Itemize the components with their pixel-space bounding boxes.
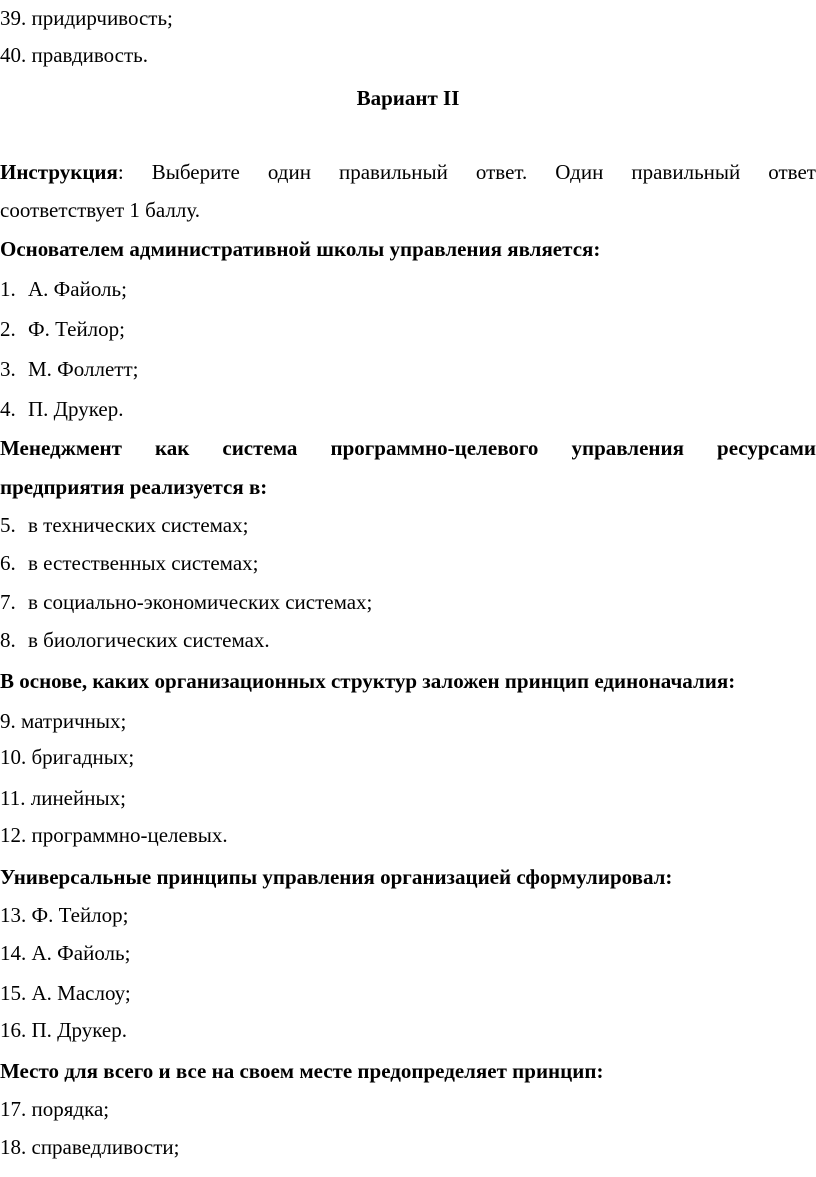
option-8 <box>0 628 816 652</box>
option-text: Ф. Тейлор; <box>28 317 125 341</box>
option-16: 16. П. Друкер. <box>0 1018 127 1042</box>
instruction-word: ответ. <box>475 160 528 184</box>
option-text: в технических системах; <box>28 513 249 537</box>
instruction-label: Инструкция <box>0 160 118 184</box>
option-17: 17. порядка; <box>0 1097 110 1121</box>
question-3: В основе, каких организационных структур заложен принцип единоначалия: <box>0 669 736 693</box>
question-4: Универсальные принципы управления организацией сформулировал: <box>0 865 673 889</box>
option-10: 10. бригадных; <box>0 745 135 769</box>
option-number: 8. <box>0 628 16 652</box>
option-6 <box>0 551 816 575</box>
option-text: в биологических системах. <box>28 628 270 652</box>
question-word: как <box>154 436 190 460</box>
option-number: 5. <box>0 513 16 537</box>
option-text: А. Файоль; <box>28 277 127 301</box>
instruction-word: один <box>267 160 311 184</box>
option-14: 14. А. Файоль; <box>0 941 131 965</box>
question-word: ресурсами <box>717 436 816 460</box>
option-number: 2. <box>0 317 16 341</box>
option-5 <box>0 513 816 537</box>
instruction-line-2: соответствует 1 баллу. <box>0 198 200 222</box>
option-text: П. Друкер. <box>28 397 124 421</box>
option-number: 6. <box>0 551 16 575</box>
option-1 <box>0 277 816 301</box>
question-word: система <box>222 436 298 460</box>
option-15: 15. А. Маслоу; <box>0 981 131 1005</box>
instruction-line-1 <box>0 160 816 184</box>
option-number: 4. <box>0 397 16 421</box>
list-item-39: 39. придирчивость; <box>0 6 173 30</box>
option-number: 7. <box>0 590 16 614</box>
option-12: 12. программно-целевых. <box>0 823 228 847</box>
option-text: в естественных системах; <box>28 551 259 575</box>
option-number: 1. <box>0 277 16 301</box>
option-4 <box>0 397 816 421</box>
list-item-40: 40. правдивость. <box>0 43 148 67</box>
instruction-word: Один <box>555 160 604 184</box>
option-7 <box>0 590 816 614</box>
question-word: программно-целевого <box>330 436 539 460</box>
question-word: Менеджмент <box>0 436 122 460</box>
question-word: управления <box>571 436 684 460</box>
question-1: Основателем административной школы управления является: <box>0 237 601 261</box>
option-2 <box>0 317 816 341</box>
instruction-word: ответ <box>768 160 816 184</box>
option-18: 18. справедливости; <box>0 1135 180 1159</box>
option-3 <box>0 357 816 381</box>
question-2-line-2: предприятия реализуется в: <box>0 475 268 499</box>
option-text: в социально-экономических системах; <box>28 590 373 614</box>
option-9: 9. матричных; <box>0 709 127 733</box>
instruction-word: Выберите <box>151 160 240 184</box>
question-2-line-1 <box>0 436 816 460</box>
variant-heading: Вариант II <box>356 86 460 110</box>
question-5: Место для всего и все на своем месте предопределяет принцип: <box>0 1059 604 1083</box>
instruction-colon: : <box>117 160 124 184</box>
instruction-label-wrap <box>0 160 124 184</box>
option-11: 11. линейных; <box>0 786 126 810</box>
instruction-word: правильный <box>631 160 741 184</box>
option-text: М. Фоллетт; <box>28 357 139 381</box>
instruction-word: правильный <box>338 160 448 184</box>
option-13: 13. Ф. Тейлор; <box>0 903 129 927</box>
option-number: 3. <box>0 357 16 381</box>
